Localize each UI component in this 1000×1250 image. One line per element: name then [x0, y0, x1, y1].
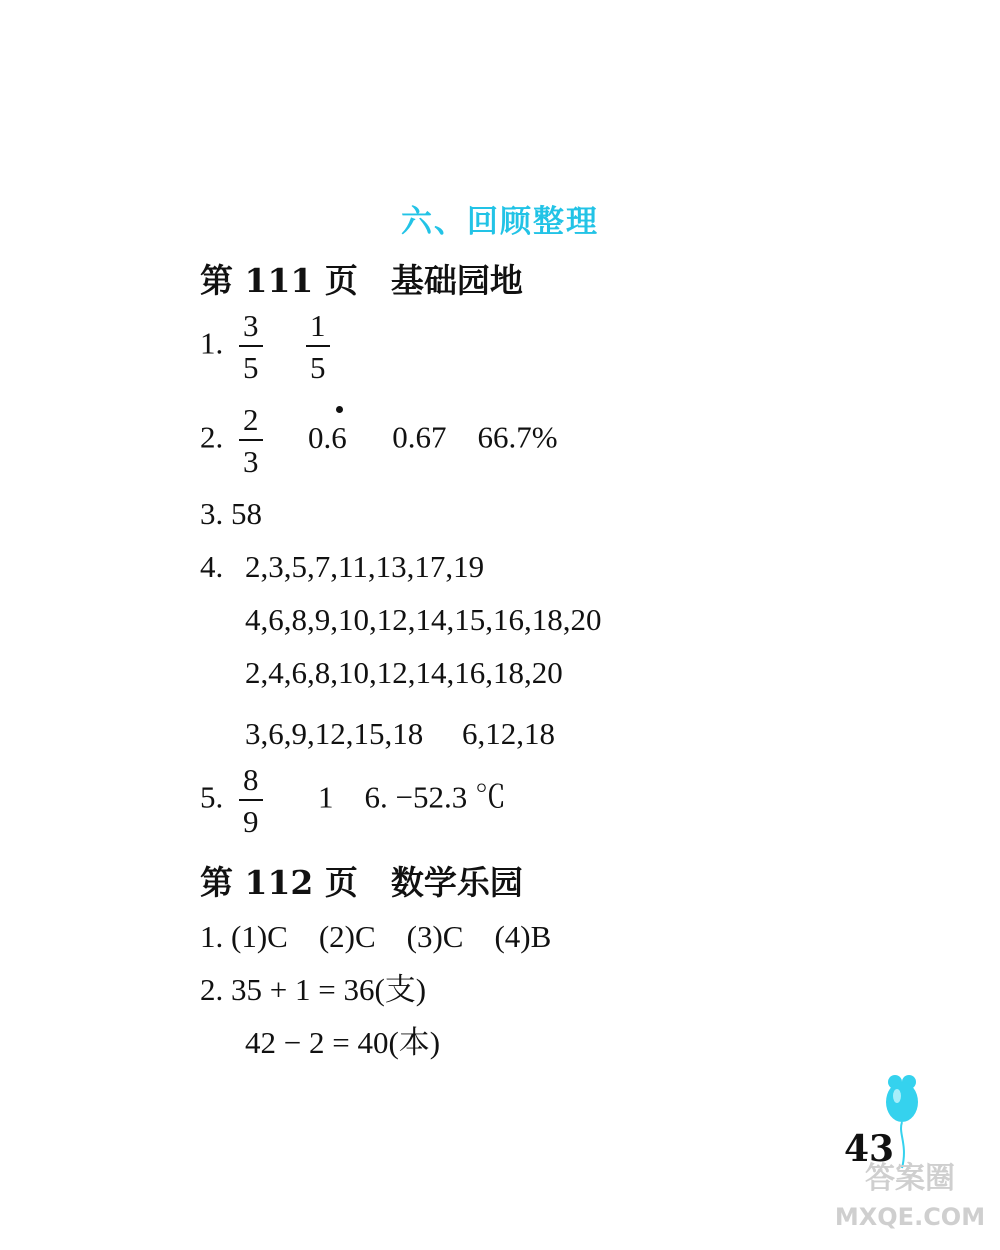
- answer-4-line: 4,6,8,9,10,12,14,15,16,18,20: [245, 602, 602, 637]
- answer-line: 2. 35 + 1 = 36(支): [200, 972, 427, 1007]
- page-title: 六、回顾整理: [401, 204, 599, 240]
- answer-1: [200, 310, 330, 383]
- answer-4-line: 3,6,9,12,15,18 6,12,18: [245, 716, 555, 751]
- answer-3: 3. 58: [200, 496, 262, 531]
- section-heading-111: 第 111 页 基础园地: [200, 261, 523, 300]
- answer-number: 5.: [200, 779, 224, 815]
- answer-4-line: 2,4,6,8,10,12,14,16,18,20: [245, 655, 563, 690]
- answer-text: 0.67 66.7%: [392, 419, 558, 455]
- repeating-decimal: 0. 6: [308, 420, 347, 455]
- answer-5: [200, 764, 506, 837]
- page-number: 43: [844, 1128, 895, 1170]
- answer-number: 1.: [200, 325, 224, 361]
- answer-number: 2.: [200, 419, 224, 455]
- fraction: $\frac{8}{9}$: [239, 764, 263, 837]
- answer-2: [200, 404, 558, 477]
- fraction: $\frac{1}{5}$: [306, 310, 330, 383]
- answer-4-line: 2,3,5,7,11,13,17,19: [245, 549, 485, 584]
- fraction: $\frac{3}{5}$: [239, 310, 263, 383]
- answer-4-number: 4.: [200, 549, 224, 584]
- fraction: $\frac{2}{3}$: [239, 404, 263, 477]
- answer-line: 42 − 2 = 40(本): [245, 1025, 441, 1060]
- answer-line: 1. (1)C (2)C (3)C (4)B: [200, 919, 552, 954]
- watermark: 答案圈 MXQE.COM: [834, 1161, 986, 1231]
- section-heading-112: 第 112 页 数学乐园: [200, 863, 523, 902]
- answer-text: 1 6. −52.3 ℃: [318, 779, 506, 815]
